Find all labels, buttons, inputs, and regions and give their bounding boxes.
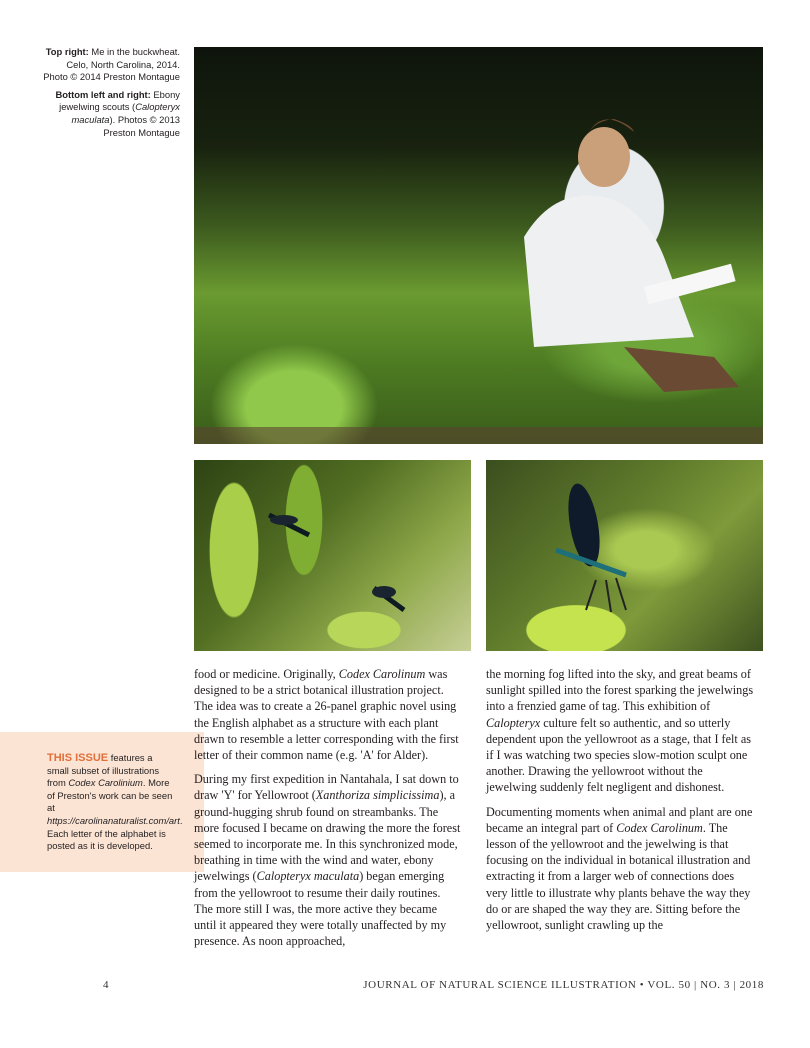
photo-jewelwings-on-leaves (194, 460, 471, 651)
text-span: ) began emerging from the yellowroot to resume their daily routines. The more still I was, the more active they became until it appeared they were totally unaffected by my presence. As noon approached, (194, 869, 447, 949)
sidebar-text-1: features a small subset of illustrations from (47, 752, 160, 789)
paragraph (486, 804, 754, 934)
running-footer: JOURNAL OF NATURAL SCIENCE ILLUSTRATION • VOL. 50 | NO. 3 | 2018 (363, 979, 764, 991)
page-number: 4 (103, 979, 109, 991)
caption-bottom-text: Ebony jewelwing scouts ( (59, 88, 180, 113)
jewelwing-2-wing (372, 586, 396, 598)
photo-captions (40, 46, 180, 144)
italic-title: Codex Carolinum (616, 820, 703, 835)
italic-species: Xanthoriza simplicissima (315, 788, 440, 803)
jewelwing-legs (586, 578, 626, 612)
paragraph (194, 771, 462, 949)
jewelwing-1-wing (270, 515, 298, 525)
paragraph (194, 666, 462, 763)
this-issue-lead: THIS ISSUE (47, 752, 109, 764)
caption-species: Calopteryx maculata (71, 101, 180, 125)
caption-bottom-credit: ). Photos © 2013 Preston Montague (103, 113, 180, 138)
text-span: the morning fog lifted into the sky, and great beams of sunlight spilled into the forest sparking the jewelwings into a frenzied game of tag. This exhibition of (486, 667, 754, 714)
text-span: ), a ground-hugging shrub found on streambanks. The more focused I became on drawing the more the forest seemed to incorporate me. In this synchronized mode, breathing in time with the wind and water, ebony jewelwings ( (194, 788, 461, 884)
body-column-left (194, 666, 462, 957)
photo-jewelwing-closeup (486, 460, 763, 651)
person-head (578, 127, 630, 187)
text-span: . The lesson of the yellowroot and the jewelwing is that focusing on the individual in botanical illustration and extracting it from a larger web of connections does very little to illustrate why plants behave the way they do or are shaped the way they are. Sitting before the yellowroot, sunlight crawling up the (486, 820, 751, 933)
sidebar-link[interactable]: https://carolinanaturalist.com/art (47, 814, 180, 826)
text-span: food or medicine. Originally, (194, 667, 339, 681)
caption-top-right (40, 46, 180, 84)
caption-bottom-label: Bottom left and right: (55, 88, 151, 100)
this-issue-text (47, 752, 183, 853)
caption-bottom (40, 89, 180, 139)
sidebar-title: Codex Carolinium (68, 777, 143, 789)
photo-bl-illustration (194, 460, 471, 651)
photo-man-sketching-in-buckwheat (194, 47, 763, 444)
text-span: culture felt so authentic, and so utterly dependent upon the yellowroot as a stage, that I felt as if I was watching two species slow-motion sculpt one another. Drawing the yellowroot without the jewelwing suddenly felt negligent and dishonest. (486, 715, 751, 795)
text-span: was designed to be a strict botanical illustration project. The idea was to create a 26-panel graphic novel using the English alphabet as a structure with each plant drawn to resemble a letter corresponding with the first letter of their common name (e.g. 'A' for Alder). (194, 667, 459, 763)
text-span: Documenting moments when animal and plant are one became an integral part of (486, 804, 753, 835)
paragraph (486, 666, 754, 796)
italic-title: Codex Carolinum (338, 667, 426, 681)
person-legs (624, 347, 739, 392)
body-column-right (486, 666, 754, 941)
italic-species: Calopteryx (486, 715, 541, 730)
sidebar-text-2: . More of Preston's work can be seen at (47, 777, 173, 814)
photo-top-illustration (194, 47, 763, 444)
text-span: During my first expedition in Nantahala, I sat down to draw 'Y' for Yellowroot ( (194, 772, 459, 803)
photo-br-illustration (486, 460, 763, 651)
fallen-log (194, 427, 763, 444)
italic-species: Calopteryx maculata (256, 869, 360, 884)
caption-top-right-text: Me in the buckwheat. Celo, North Carolina, 2014. Photo © 2014 Preston Montague (43, 46, 180, 83)
caption-top-right-label: Top right: (45, 46, 89, 57)
sidebar-text-3: . Each letter of the alphabet is posted as it is developed. (47, 814, 183, 852)
person-shirt (524, 195, 694, 347)
